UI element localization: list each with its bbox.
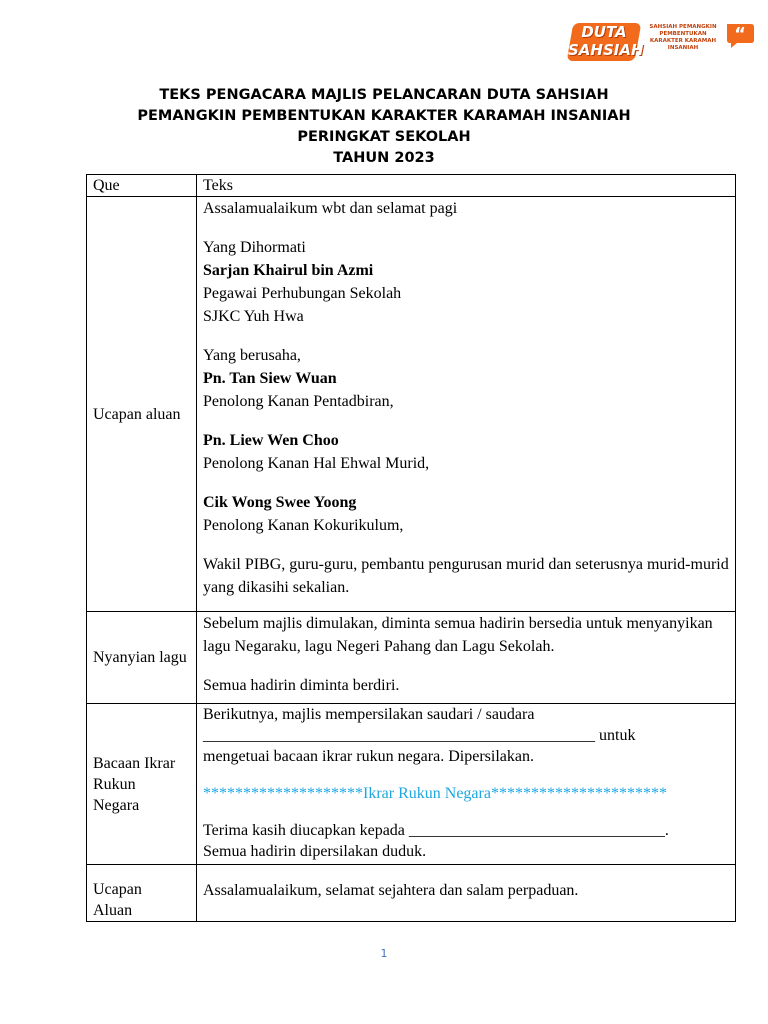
teks-cell [197,704,736,865]
teks-cell [197,865,736,922]
table-header-row [87,175,736,197]
table-row [87,197,736,612]
logo-tagline-line: INSANIAH [667,45,699,51]
title-line: TEKS PENGACARA MAJLIS PELANCARAN DUTA SAHSIAH [159,87,609,103]
guest-role: Penolong Kanan Kokurikulum, [203,517,404,534]
teks-cell [197,197,736,612]
greeting-text: Assalamualaikum wbt dan selamat pagi [203,200,458,217]
table-row [87,704,736,865]
guest-name: Pn. Tan Siew Wuan [203,370,337,387]
svg-text:“: “ [734,24,746,45]
page-number: 1 [380,947,388,960]
berusaha-text: Yang berusaha, [203,347,301,364]
logo-sahsiah-text: SAHSIAH [568,41,644,59]
que-line: Aluan [93,902,133,919]
ikrar-banner: ********************Ikrar Rukun Negara********************** [203,785,667,802]
closing-text: Wakil PIBG, guru-guru, pembantu pengurusan murid dan seterusnya murid-murid yang dikasihi sekalian. [203,556,729,596]
salam-text: Assalamualaikum, selamat sejahtera dan salam perpaduan. [203,882,579,899]
blank-line: _________________________________________________ untuk [203,727,636,744]
script-table [86,174,736,922]
dihormati-text: Yang Dihormati [203,239,306,256]
que-ucapan-aluan: Ucapan aluan [87,197,197,612]
que-ucapan-aluan-2 [87,865,197,922]
que-line: Negara [93,796,140,814]
que-nyanyian-lagu: Nyanyian lagu [87,612,197,704]
stand-instruction: Semua hadirin diminta berdiri. [203,677,400,694]
logo-tagline-line: KARAKTER KARAMAH [649,38,717,44]
logo [568,18,758,66]
title-line: PEMANGKIN PEMBENTUKAN KARAKTER KARAMAH INSANIAH [137,108,631,124]
guest-name: Pn. Liew Wen Choo [203,432,339,449]
guest-school: SJKC Yuh Hwa [203,308,304,325]
title-line: TAHUN 2023 [333,150,435,166]
logo-tagline-line: SAHSIAH PEMANGKIN [649,24,717,30]
anthem-instruction: Sebelum majlis dimulakan, diminta semua hadirin bersedia untuk menyanyikan lagu Negaraku, lagu Negeri Pahang dan Lagu Sekolah. [203,615,713,655]
que-line: Ucapan [93,881,142,898]
header-que: Que [87,175,197,197]
table-row [87,865,736,922]
que-bacaan-ikrar [87,704,197,865]
logo-duta-text: DUTA [581,23,627,41]
guest-role: Pegawai Perhubungan Sekolah [203,285,402,302]
invite-text-cont: mengetuai bacaan ikrar rukun negara. Dipersilakan. [203,748,534,765]
logo-tagline-line: PEMBENTUKAN [659,31,707,37]
guest-role: Penolong Kanan Pentadbiran, [203,393,394,410]
invite-text: Berikutnya, majlis mempersilakan saudari / saudara [203,706,535,723]
document-title [0,85,768,169]
header-teks: Teks [197,175,736,197]
sit-instruction: Semua hadirin dipersilakan duduk. [203,843,427,860]
duta-sahsiah-logo [568,20,644,64]
double-quote-icon [725,22,755,48]
table-row [87,612,736,704]
teks-cell [197,612,736,704]
guest-role: Penolong Kanan Hal Ehwal Murid, [203,455,430,472]
guest-name: Cik Wong Swee Yoong [203,494,357,511]
thanks-text: Terima kasih diucapkan kepada ________________________________. [203,822,669,839]
logo-tagline [648,24,718,52]
que-line: Rukun [93,775,136,793]
guest-name: Sarjan Khairul bin Azmi [203,262,374,279]
title-line: PERINGKAT SEKOLAH [297,129,471,145]
que-line: Bacaan Ikrar [93,754,176,772]
